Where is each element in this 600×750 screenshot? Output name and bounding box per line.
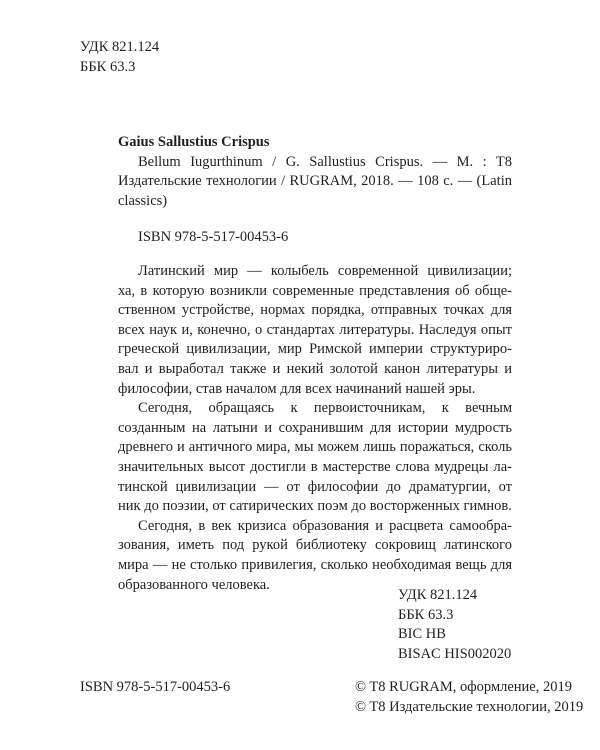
annotation-line: образованного человека. (118, 576, 270, 593)
annotation-paragraph (118, 399, 512, 517)
copyright-line: © T8 Издательские технологии, 2019 (355, 698, 584, 715)
udk-code: УДК 821.124 (398, 587, 478, 603)
copyrights (355, 678, 583, 717)
annotation-line: созданным на латыни и сохранившим для истории мудрость (118, 419, 512, 436)
biblio-line: Издательские технологии / RUGRAM, 2018. — 108 с. — (Latin (118, 173, 512, 190)
copyright-line: © T8 RUGRAM, оформление, 2019 (355, 679, 572, 695)
annotation-line: ха, в которую возникли современные представления об обще- (118, 282, 512, 299)
isbn: ISBN 978-5-517-00453-6 (138, 229, 289, 246)
annotation-paragraph (118, 262, 512, 399)
annotation-line: значительных высот достигли в мастерстве слова мудрецы ла- (118, 458, 512, 475)
annotation-line: древнего и античного мира, мы можем лишь поражаться, сколь (118, 439, 512, 456)
biblio-line: classics) (118, 192, 168, 209)
annotation-paragraph (118, 517, 512, 595)
annotation-line: вал и выработал также и некий золотой канон литературы и (118, 360, 512, 377)
annotation-line: мира — не столько привилегия, сколько необходимая вещь для (118, 556, 512, 573)
annotation-line: всех наук и, конечно, о стандартах литературы. Наследуя опыт (118, 321, 512, 338)
annotation-line: Сегодня, в век кризиса образования и расцвета самообра- (138, 517, 512, 534)
bbk-code: ББК 63.3 (80, 58, 136, 75)
biblio-line: Bellum Iugurthinum / G. Sallustius Crispus. — M. : T8 (138, 153, 512, 170)
annotation-line: Сегодня, обращаясь к первоисточникам, к вечным (138, 400, 512, 417)
udk-code: УДК 821.124 (80, 39, 160, 55)
top-codes (80, 38, 159, 77)
isbn: ISBN 978-5-517-00453-6 (80, 679, 231, 695)
annotation-line: ственном устройстве, нормах порядка, отправных точках для (118, 302, 512, 319)
bibliographic-record (118, 133, 512, 248)
bisac-code: BISAC HIS002020 (398, 645, 512, 662)
bbk-code: ББК 63.3 (398, 606, 454, 623)
author: Gaius Sallustius Crispus (118, 134, 270, 150)
annotation-line: тинской цивилизации — от философии до драматургии, от (118, 478, 512, 495)
bic-code: BIC HB (398, 626, 446, 643)
annotation-line: греческой цивилизации, мир Римской империи структуриро- (118, 341, 512, 358)
annotation-line: Латинский мир — колыбель современной цивилизации; (138, 263, 512, 279)
classification-codes (398, 586, 511, 664)
annotation (118, 262, 512, 595)
annotation-line: ник до поэзии, от сатирических поэм до восторженных гимнов. (118, 498, 512, 515)
annotation-line: философии, став началом для всех начинаний нашей эры. (118, 380, 476, 397)
annotation-line: зования, иметь под рукой библиотеку сокровищ латинского (118, 537, 512, 554)
footer-isbn (80, 678, 230, 698)
